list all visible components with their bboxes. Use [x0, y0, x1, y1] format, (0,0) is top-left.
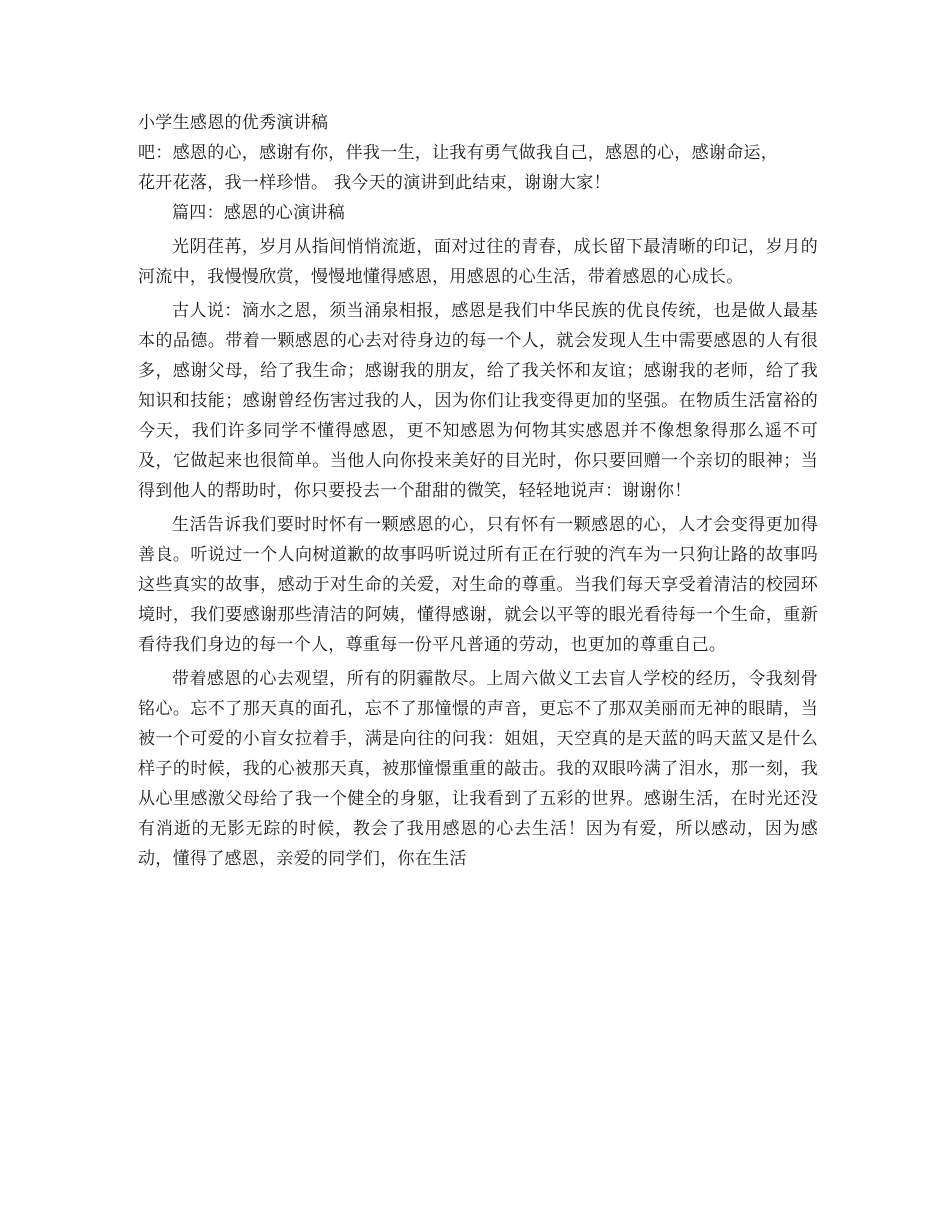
text-line: 花开花落，我一样珍惜。 我今天的演讲到此结束，谢谢大家！ [138, 173, 611, 193]
text-line: 吧：感恩的心，感谢有你，伴我一生，让我有勇气做我自己，感恩的心，感谢命运， [138, 143, 779, 163]
paragraph: 古人说：滴水之恩，须当涌泉相报，感恩是我们中华民族的优良传统，也是做人最基本的品德。带着一颗感恩的心去对待身边的每一个人，就会发现人生中需要感恩的人有很多，感谢父母，给了我生命；感谢我的朋友，给了我关怀和友谊；感谢我的老师，给了我知识和技能；感谢曾经伤害过我的人，因为你们让我变得更加的坚强。在物质生活富裕的今天，我们许多同学不懂得感恩，更不知感恩为何物其实感恩并不像想象得那么遥不可及，它做起来也很简单。当他人向你投来美好的目光时，你只要回赠一个亲切的眼神；当得到他人的帮助时，你只要投去一个甜甜的微笑，轻轻地说声：谢谢你！ [138, 301, 818, 501]
paragraph: 生活告诉我们要时时怀有一颗感恩的心，只有怀有一颗感恩的心，人才会变得更加得善良。听说过一个人向树道歉的故事吗听说过所有正在行驶的汽车为一只狗让路的故事吗这些真实的故事，感动于对生命的关爱，对生命的尊重。当我们每天享受着清洁的校园环境时，我们要感谢那些清洁的阿姨，懂得感谢，就会以平等的眼光看待每一个生命，重新看待我们身边的每一个人，尊重每一份平凡普通的劳动，也更加的尊重自己。 [138, 515, 818, 655]
document-page [138, 108, 818, 874]
paragraph: 带着感恩的心去观望，所有的阴霾散尽。上周六做义工去盲人学校的经历，令我刻骨铭心。忘不了那天真的面孔，忘不了那憧憬的声音，更忘不了那双美丽而无神的眼睛，当被一个可爱的小盲女拉着手，满是向往的问我：姐姐，天空真的是天蓝的吗天蓝又是什么样子的时候，我的心被那天真，被那憧憬重重的敲击。我的双眼吟满了泪水，那一刻，我从心里感激父母给了我一个健全的身躯，让我看到了五彩的世界。感谢生活，在时光还没有消逝的无影无踪的时候，教会了我用感恩的心去生活！因为有爱，所以感动，因为感动，懂得了感恩，亲爱的同学们，你在生活 [138, 669, 818, 869]
document-header: 小学生感恩的优秀演讲稿 [138, 113, 329, 133]
paragraph: 光阴荏苒，岁月从指间悄悄流逝，面对过往的青春，成长留下最清晰的印记，岁月的河流中，我慢慢欣赏，慢慢地懂得感恩，用感恩的心生活，带着感恩的心成长。 [138, 237, 818, 287]
section-title: 篇四：感恩的心演讲稿 [172, 203, 345, 223]
